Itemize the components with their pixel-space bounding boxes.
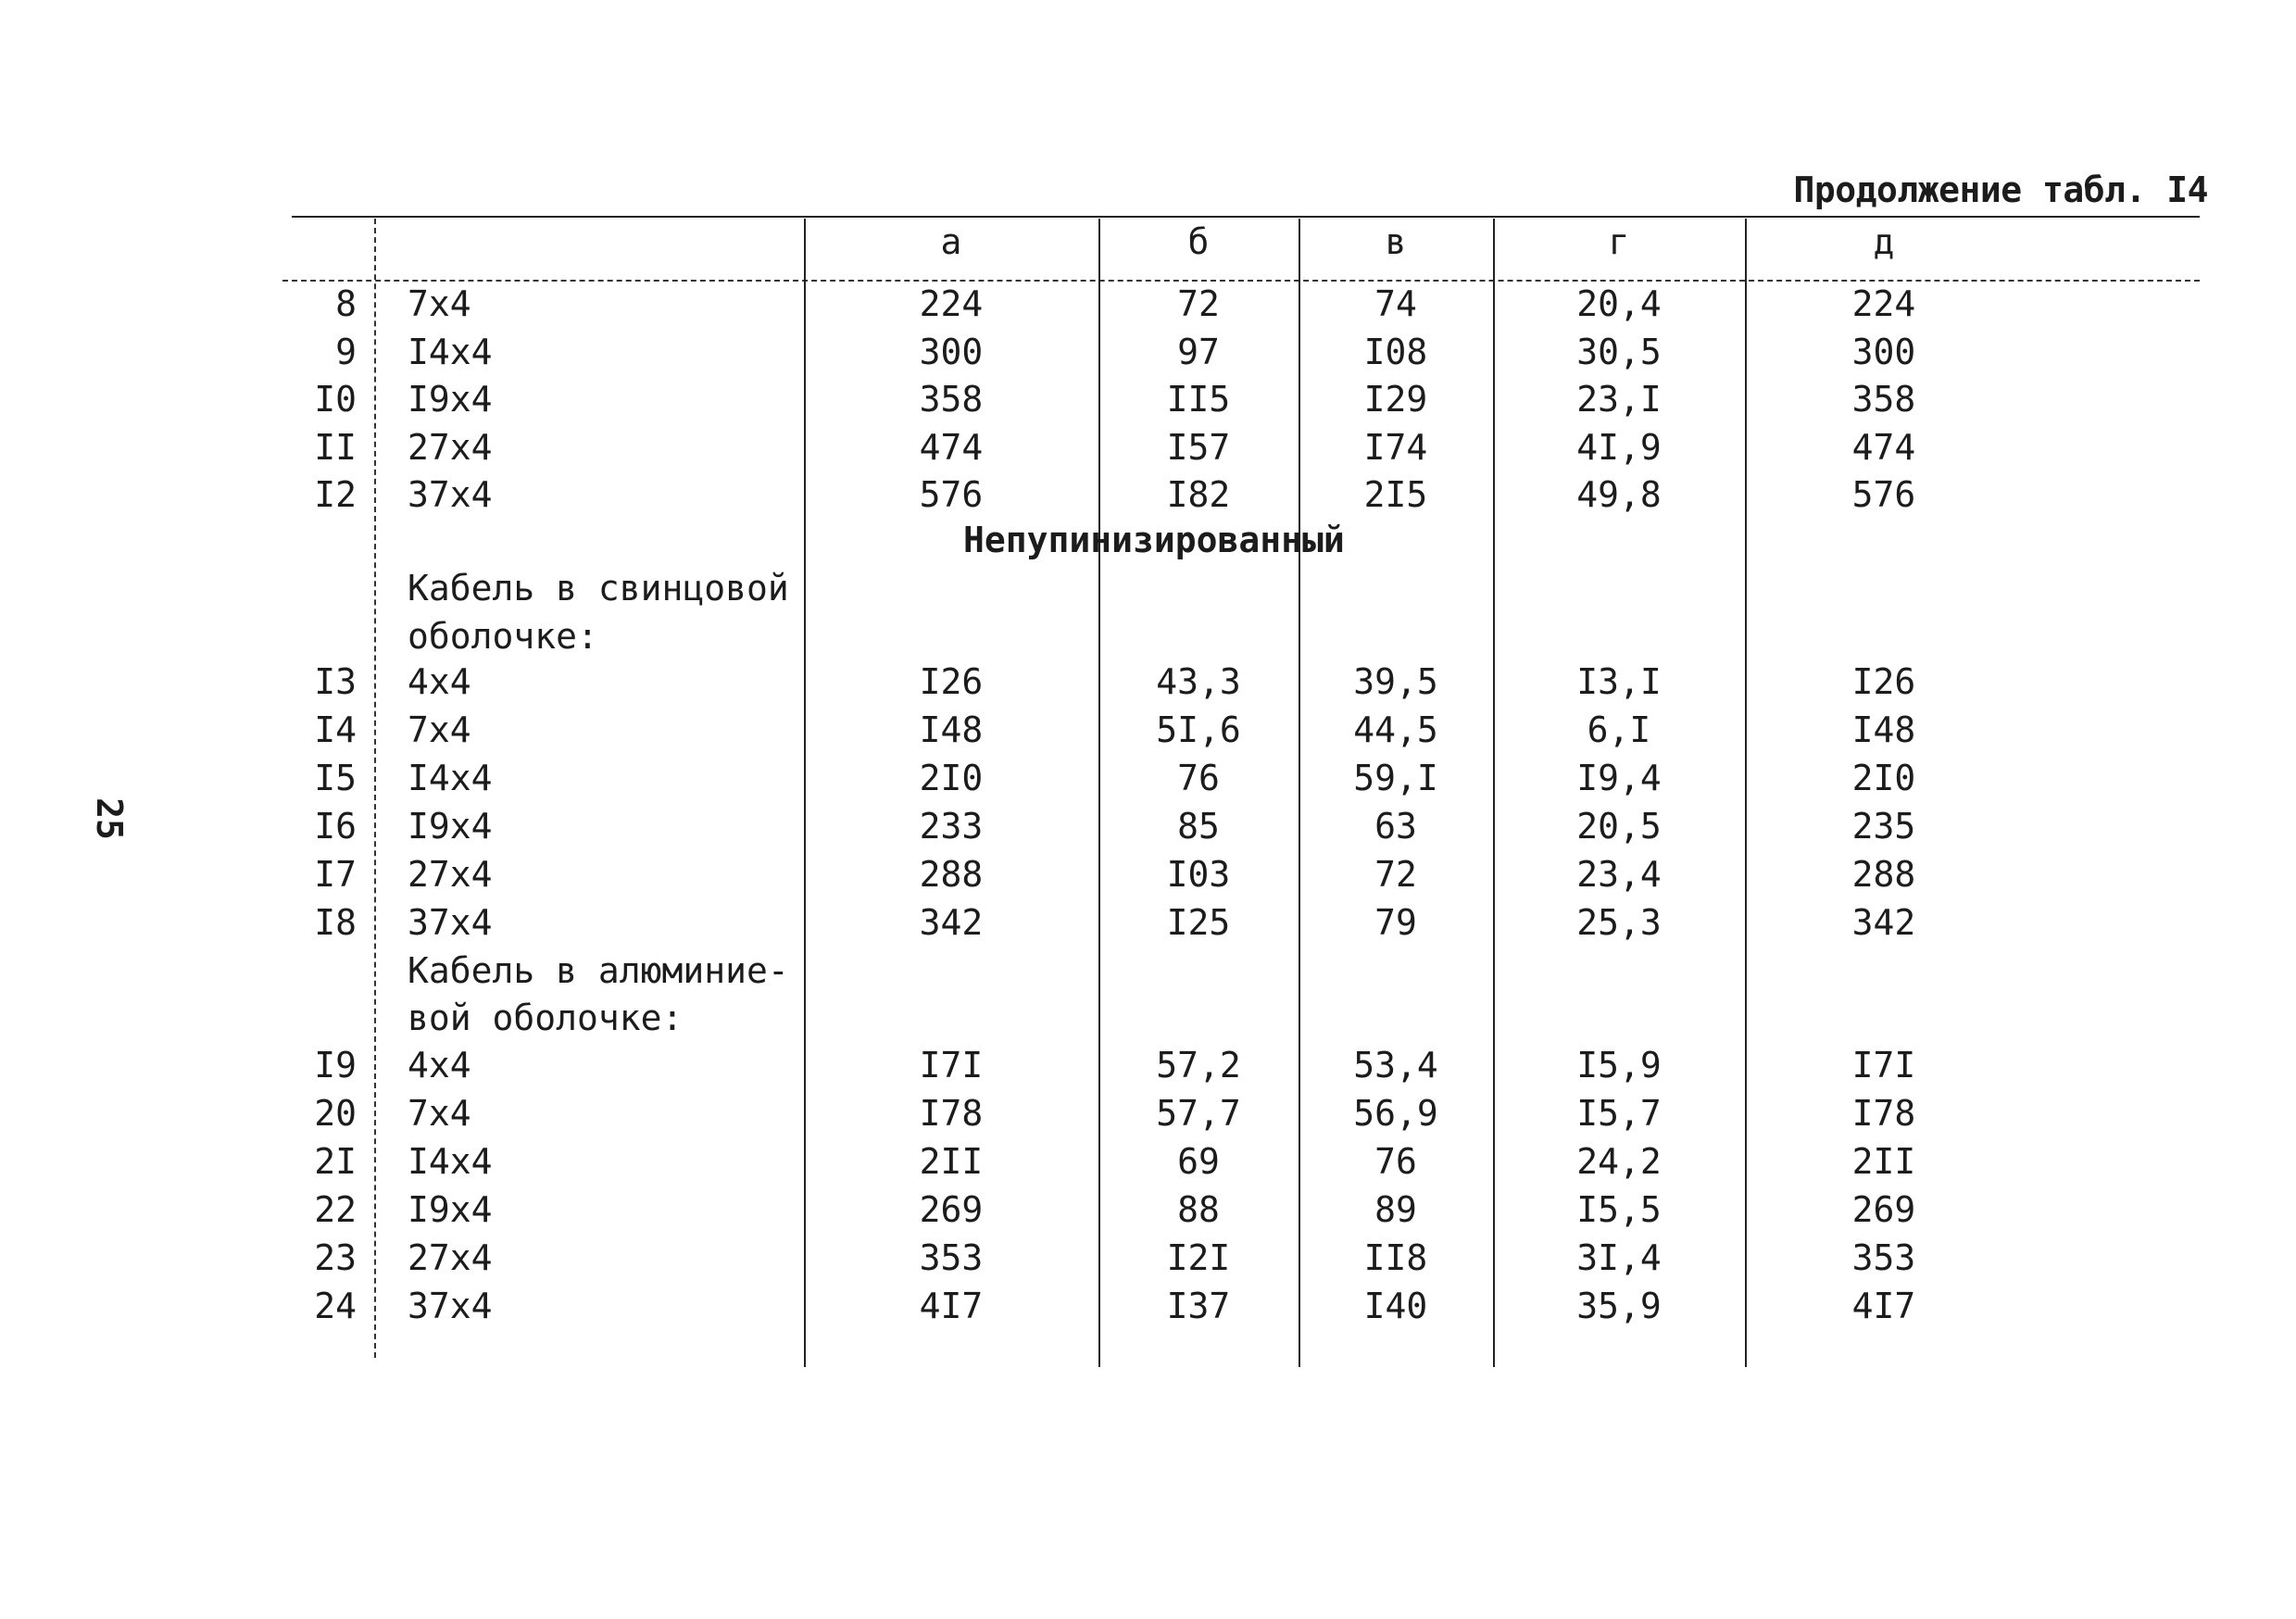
- table-cell-value-d: I7I: [1851, 1045, 1916, 1086]
- table-cell-value-b: 85: [1177, 806, 1220, 847]
- table-cell-row-number: I7: [314, 854, 357, 895]
- table-cell-value-g: 25,3: [1576, 902, 1662, 943]
- table-cell-cable-size: 7x4: [408, 1093, 471, 1134]
- table-cell-value-g: I5,5: [1576, 1189, 1662, 1230]
- table-cell-row-number: 2I: [314, 1141, 357, 1182]
- table-cell-row-number: I0: [314, 379, 357, 420]
- table-top-rule: [292, 216, 2200, 218]
- table-cell-value-g: 30,5: [1576, 331, 1662, 372]
- table-cell-value-v: 53,4: [1353, 1045, 1438, 1086]
- table-cell-value-d: 474: [1851, 426, 1916, 468]
- table-cell-value-d: I48: [1851, 709, 1916, 750]
- table-cell-value-a: I26: [919, 661, 984, 702]
- table-cell-cable-size: I9x4: [408, 1189, 493, 1230]
- table-cell-value-a: 358: [919, 379, 984, 420]
- table-cell-value-v: 44,5: [1353, 709, 1438, 750]
- table-cell-value-d: 288: [1851, 854, 1916, 895]
- table-cell-value-a: 300: [919, 331, 984, 372]
- table-cell-cable-size: 4x4: [408, 1045, 471, 1086]
- table-cell-value-b: I03: [1166, 854, 1231, 895]
- table-cell-value-v: 2I5: [1363, 474, 1428, 515]
- table-cell-cable-size: I4x4: [408, 758, 493, 798]
- table-cell-value-a: 233: [919, 806, 984, 847]
- table-cell-row-number: I6: [314, 806, 357, 847]
- table-cell-value-b: I57: [1166, 426, 1231, 468]
- table-cell-row-number: I5: [314, 758, 357, 798]
- table-cell-value-a: I48: [919, 709, 984, 750]
- table-cell-value-b: 5I,6: [1156, 709, 1241, 750]
- table-cell-row-number: 24: [314, 1286, 357, 1326]
- table-cell-value-g: 20,5: [1576, 806, 1662, 847]
- table-cell-value-d: 235: [1851, 806, 1916, 847]
- table-cell-row-number: I4: [314, 709, 357, 750]
- table-cell-value-b: 72: [1177, 283, 1220, 324]
- group-title-lead-line1: Кабель в свинцовой: [408, 568, 789, 609]
- table-cell-value-a: 353: [919, 1237, 984, 1278]
- table-cell-value-a: 4I7: [919, 1286, 984, 1326]
- table-cell-value-b: I25: [1166, 902, 1231, 943]
- table-cell-value-v: I40: [1363, 1286, 1428, 1326]
- table-cell-value-v: 59,I: [1353, 758, 1438, 798]
- table-cell-value-b: 76: [1177, 758, 1220, 798]
- page-number: 25: [88, 797, 130, 840]
- table-cell-value-a: I78: [919, 1093, 984, 1134]
- table-cell-value-b: I2I: [1166, 1237, 1231, 1278]
- table-cell-value-v: 74: [1374, 283, 1417, 324]
- table-cell-cable-size: 27x4: [408, 1237, 493, 1278]
- header-cell-a: а: [940, 221, 962, 262]
- table-cell-row-number: 20: [314, 1093, 357, 1134]
- table-cell-value-b: I37: [1166, 1286, 1231, 1326]
- table-cell-row-number: 9: [335, 331, 357, 372]
- table-cell-value-d: 300: [1851, 331, 1916, 372]
- table-cell-cable-size: 37x4: [408, 474, 493, 515]
- table-cell-value-g: I5,7: [1576, 1093, 1662, 1134]
- table-cell-row-number: I3: [314, 661, 357, 702]
- table-cell-value-b: 88: [1177, 1189, 1220, 1230]
- table-cell-value-g: 24,2: [1576, 1141, 1662, 1182]
- table-cell-value-v: 63: [1374, 806, 1417, 847]
- table-cell-value-v: I29: [1363, 379, 1428, 420]
- table-cell-value-v: 76: [1374, 1141, 1417, 1182]
- table-cell-value-g: I5,9: [1576, 1045, 1662, 1086]
- table-cell-value-v: I08: [1363, 331, 1428, 372]
- table-caption: Продолжение табл. I4: [1793, 169, 2208, 210]
- table-cell-value-a: I7I: [919, 1045, 984, 1086]
- table-cell-value-g: 49,8: [1576, 474, 1662, 515]
- table-cell-value-a: 2I0: [919, 758, 984, 798]
- table-cell-value-a: 342: [919, 902, 984, 943]
- table-cell-cable-size: I4x4: [408, 331, 493, 372]
- table-cell-row-number: 23: [314, 1237, 357, 1278]
- table-cell-value-a: 288: [919, 854, 984, 895]
- table-cell-value-a: 474: [919, 426, 984, 468]
- table-cell-value-v: I74: [1363, 426, 1428, 468]
- header-cell-b: б: [1187, 221, 1210, 262]
- table-cell-value-g: 3I,4: [1576, 1237, 1662, 1278]
- table-cell-row-number: I2: [314, 474, 357, 515]
- table-cell-value-d: 4I7: [1851, 1286, 1916, 1326]
- table-cell-value-b: 43,3: [1156, 661, 1241, 702]
- table-cell-value-d: 342: [1851, 902, 1916, 943]
- table-cell-value-a: 576: [919, 474, 984, 515]
- group-title-lead-line2: оболочке:: [408, 616, 598, 657]
- table-cell-value-g: I3,I: [1576, 661, 1662, 702]
- table-cell-row-number: II: [314, 426, 357, 468]
- header-cell-g: г: [1608, 221, 1630, 262]
- table-cell-value-a: 224: [919, 283, 984, 324]
- table-cell-value-v: 39,5: [1353, 661, 1438, 702]
- table-cell-value-d: 269: [1851, 1189, 1916, 1230]
- table-cell-value-b: 57,7: [1156, 1093, 1241, 1134]
- table-cell-value-d: 2I0: [1851, 758, 1916, 798]
- table-cell-value-b: I82: [1166, 474, 1231, 515]
- table-cell-cable-size: 27x4: [408, 426, 493, 468]
- table-cell-cable-size: I9x4: [408, 806, 493, 847]
- table-cell-cable-size: 7x4: [408, 709, 471, 750]
- group-title-alu-line1: Кабель в алюминие-: [408, 950, 789, 991]
- col-divider-1: [374, 219, 376, 1358]
- table-cell-row-number: 22: [314, 1189, 357, 1230]
- table-cell-value-b: II5: [1166, 379, 1231, 420]
- table-cell-value-b: 57,2: [1156, 1045, 1241, 1086]
- table-cell-cable-size: 27x4: [408, 854, 493, 895]
- table-cell-value-b: 69: [1177, 1141, 1220, 1182]
- table-cell-row-number: I8: [314, 902, 357, 943]
- table-cell-cable-size: 37x4: [408, 1286, 493, 1326]
- table-cell-value-d: I78: [1851, 1093, 1916, 1134]
- table-cell-value-g: 6,I: [1587, 709, 1651, 750]
- table-cell-value-v: 89: [1374, 1189, 1417, 1230]
- table-cell-value-a: 269: [919, 1189, 984, 1230]
- table-cell-value-d: 224: [1851, 283, 1916, 324]
- table-cell-row-number: I9: [314, 1045, 357, 1086]
- section-title: Непупинизированный: [963, 520, 1345, 560]
- table-cell-value-g: 35,9: [1576, 1286, 1662, 1326]
- table-cell-value-v: 72: [1374, 854, 1417, 895]
- table-cell-value-g: I9,4: [1576, 758, 1662, 798]
- table-cell-cable-size: 37x4: [408, 902, 493, 943]
- table-cell-value-a: 2II: [919, 1141, 984, 1182]
- header-bottom-rule: [282, 280, 2200, 282]
- table-cell-value-v: 56,9: [1353, 1093, 1438, 1134]
- table-cell-value-d: 358: [1851, 379, 1916, 420]
- table-cell-value-g: 23,4: [1576, 854, 1662, 895]
- table-cell-value-g: 20,4: [1576, 283, 1662, 324]
- header-cell-v: в: [1385, 221, 1407, 262]
- table-cell-value-b: 97: [1177, 331, 1220, 372]
- table-cell-value-v: 79: [1374, 902, 1417, 943]
- table-cell-value-d: I26: [1851, 661, 1916, 702]
- table-cell-cable-size: I4x4: [408, 1141, 493, 1182]
- table-cell-value-g: 23,I: [1576, 379, 1662, 420]
- table-cell-cable-size: I9x4: [408, 379, 493, 420]
- header-cell-d: д: [1873, 221, 1895, 262]
- table-cell-cable-size: 4x4: [408, 661, 471, 702]
- table-cell-cable-size: 7x4: [408, 283, 471, 324]
- table-cell-value-d: 576: [1851, 474, 1916, 515]
- table-cell-value-g: 4I,9: [1576, 426, 1662, 468]
- group-title-alu-line2: вой оболочке:: [408, 998, 684, 1038]
- table-cell-value-d: 2II: [1851, 1141, 1916, 1182]
- table-cell-value-d: 353: [1851, 1237, 1916, 1278]
- table-cell-value-v: II8: [1363, 1237, 1428, 1278]
- table-cell-row-number: 8: [335, 283, 357, 324]
